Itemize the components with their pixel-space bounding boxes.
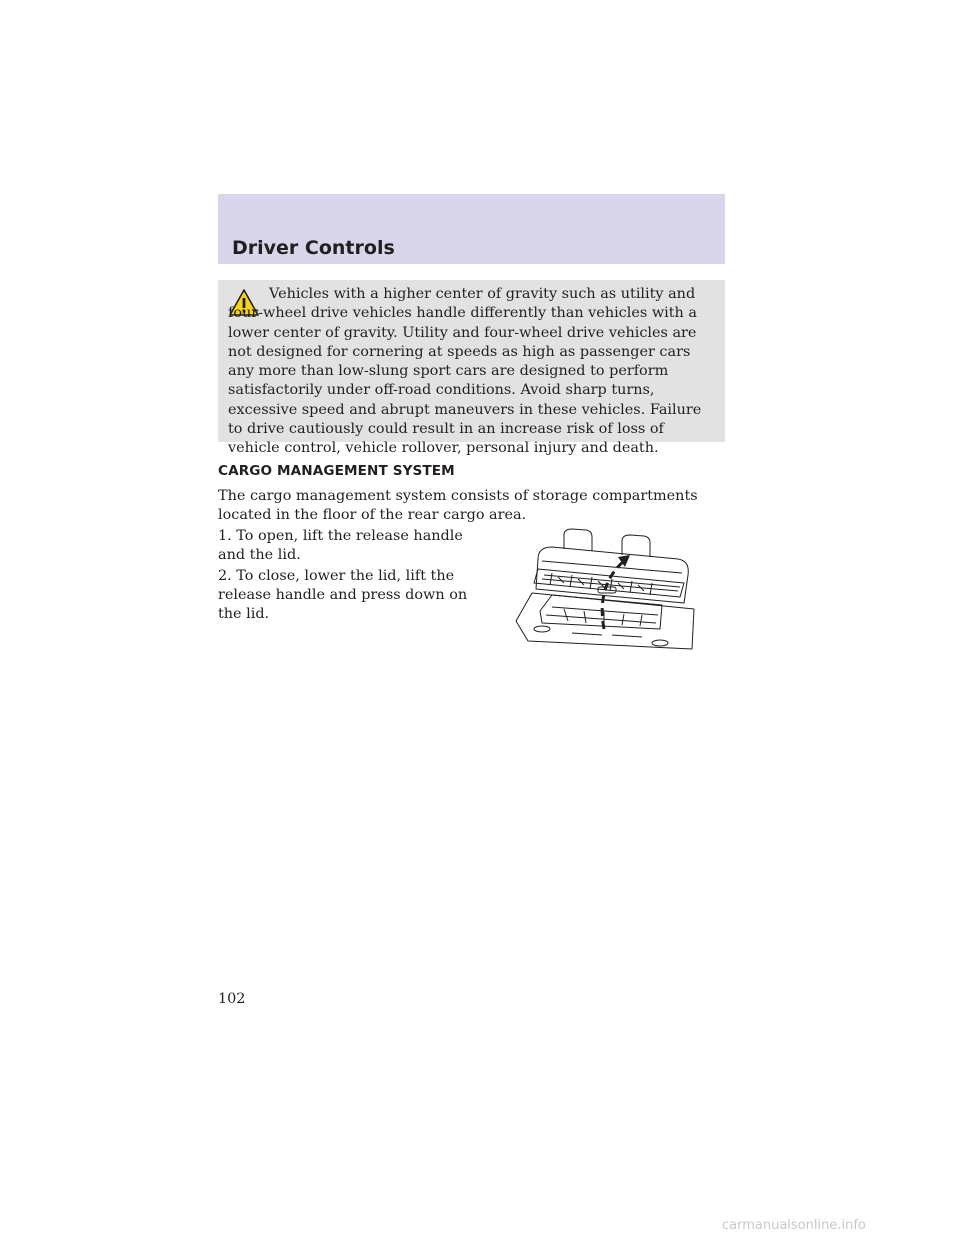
section-title: Driver Controls [232, 237, 395, 259]
warning-text: Vehicles with a higher center of gravity such as utility and four-wheel drive vehicles handle differently than vehicles with a lower center of gravity. Utility and four-wheel drive vehicles are not designed for cornering at speeds as high as passenger cars any more than low-slung sport cars are designed to perform satisfactorily under off-road conditions. Avoid sharp turns, excessive speed and abrupt maneuvers in these vehicles. Failure to drive cautiously could result in an increase risk of loss of vehicle control, vehicle rollover, personal injury and death. [228, 286, 702, 457]
section-heading: CARGO MANAGEMENT SYSTEM [218, 463, 455, 479]
step-close: 2. To close, lower the lid, lift the release handle and press down on the lid. [218, 568, 468, 622]
intro-paragraph: The cargo management system consists of storage compartments located in the floor of the rear cargo area. [218, 488, 698, 523]
step-open: 1. To open, lift the release handle and the lid. [218, 528, 463, 563]
warning-box [218, 280, 725, 457]
cargo-compartment-illustration [512, 525, 698, 657]
section-header-band [218, 194, 725, 264]
watermark: carmanualsonline.info [722, 1218, 866, 1233]
page-number: 102 [218, 991, 246, 1007]
